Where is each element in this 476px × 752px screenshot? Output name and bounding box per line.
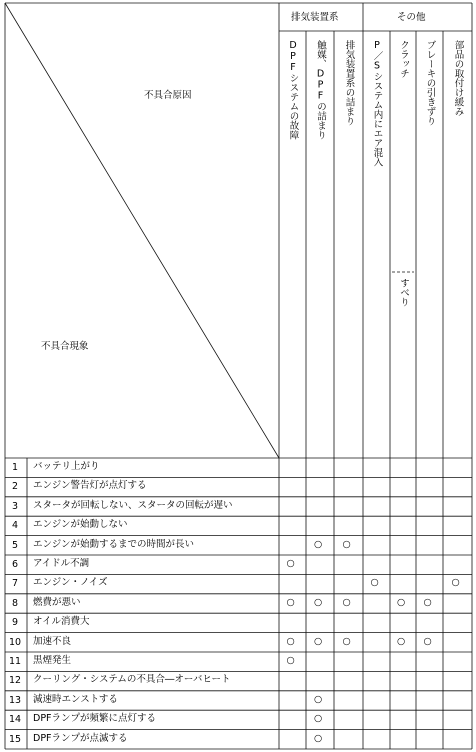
row-number: 13 bbox=[9, 694, 22, 706]
cause-mark-circle: ○ bbox=[342, 635, 351, 647]
row-symptom-label: エンジン・ノイズ bbox=[33, 577, 108, 589]
row-number: 3 bbox=[12, 500, 19, 512]
cause-mark-circle: ○ bbox=[423, 635, 432, 647]
cause-mark-circle: ○ bbox=[397, 635, 406, 647]
column-header: 排気装置系の詰まり bbox=[343, 40, 355, 126]
row-symptom-label: エンジンが始動しない bbox=[33, 519, 128, 531]
row-symptom-label: 燃費が悪い bbox=[33, 596, 81, 608]
row-symptom-label: エンジンが始動するまでの時間が長い bbox=[33, 538, 195, 550]
cause-mark-circle: ○ bbox=[342, 538, 351, 550]
row-number: 2 bbox=[12, 481, 19, 493]
cause-mark-circle: ○ bbox=[314, 732, 323, 744]
cause-mark-circle: ○ bbox=[314, 538, 323, 550]
cause-mark-circle: ○ bbox=[423, 596, 432, 608]
cause-mark-circle: ○ bbox=[397, 596, 406, 608]
cause-mark-circle: ○ bbox=[314, 596, 323, 608]
row-number: 11 bbox=[9, 656, 22, 667]
row-number: 7 bbox=[12, 578, 19, 590]
row-symptom-label: オイル消費大 bbox=[33, 616, 90, 628]
row-number: 14 bbox=[9, 714, 22, 726]
cause-mark-circle: ○ bbox=[286, 596, 295, 608]
cause-mark-circle: ○ bbox=[286, 655, 295, 666]
column-header: DPFシステムの故障 bbox=[287, 40, 299, 140]
row-symptom-label: エンジン警告灯が点灯する bbox=[33, 480, 147, 492]
column-header: クラッチ bbox=[398, 40, 409, 78]
row-number: 15 bbox=[9, 733, 22, 745]
column-header: 触媒、DPFの詰まり bbox=[315, 40, 326, 140]
row-number: 6 bbox=[12, 559, 19, 570]
row-number: 5 bbox=[12, 539, 19, 551]
row-symptom-label: DPFランプが頻繁に点灯する bbox=[33, 713, 157, 725]
symptom-axis-label: 不具合現象 bbox=[41, 341, 89, 352]
cause-mark-circle: ○ bbox=[314, 713, 323, 725]
cause-axis-label: 不具合原因 bbox=[144, 90, 192, 101]
cause-mark-circle: ○ bbox=[370, 577, 379, 589]
row-symptom-label: 黒煙発生 bbox=[33, 655, 72, 666]
cause-mark-circle: ○ bbox=[314, 693, 323, 705]
row-symptom-label: アイドル不調 bbox=[33, 558, 90, 569]
row-number: 12 bbox=[9, 675, 22, 687]
row-symptom-label: 加速不良 bbox=[33, 635, 72, 647]
row-number: 9 bbox=[12, 617, 19, 629]
row-number: 8 bbox=[12, 597, 19, 609]
group-header-other: その他 bbox=[397, 12, 426, 23]
cause-mark-circle: ○ bbox=[286, 635, 295, 647]
cause-mark-circle: ○ bbox=[314, 635, 323, 647]
row-symptom-label: DPFランプが点滅する bbox=[33, 732, 128, 744]
row-number: 10 bbox=[9, 636, 22, 648]
cause-mark-circle: ○ bbox=[342, 596, 351, 608]
row-symptom-label: 減速時エンストする bbox=[33, 693, 118, 705]
cause-mark-circle: ○ bbox=[451, 577, 460, 589]
column-subnote: すべり bbox=[398, 278, 409, 307]
column-header: ブレーキの引きずり bbox=[424, 40, 436, 126]
cause-mark-circle: ○ bbox=[286, 558, 295, 569]
column-header: 部品の取付け緩み bbox=[452, 40, 464, 116]
row-number: 1 bbox=[12, 462, 19, 473]
row-symptom-label: バッテリ上がり bbox=[33, 461, 100, 472]
column-header: P／Sシステム内にエア混入 bbox=[371, 40, 383, 167]
row-symptom-label: スタータが回転しない、スタータの回転が遅い bbox=[33, 499, 233, 511]
group-header-exhaust: 排気装置系 bbox=[291, 12, 339, 23]
header-diagonal bbox=[5, 3, 279, 458]
row-number: 4 bbox=[12, 520, 19, 532]
row-symptom-label: クーリング・システムの不具合―オーバヒート bbox=[33, 674, 231, 686]
